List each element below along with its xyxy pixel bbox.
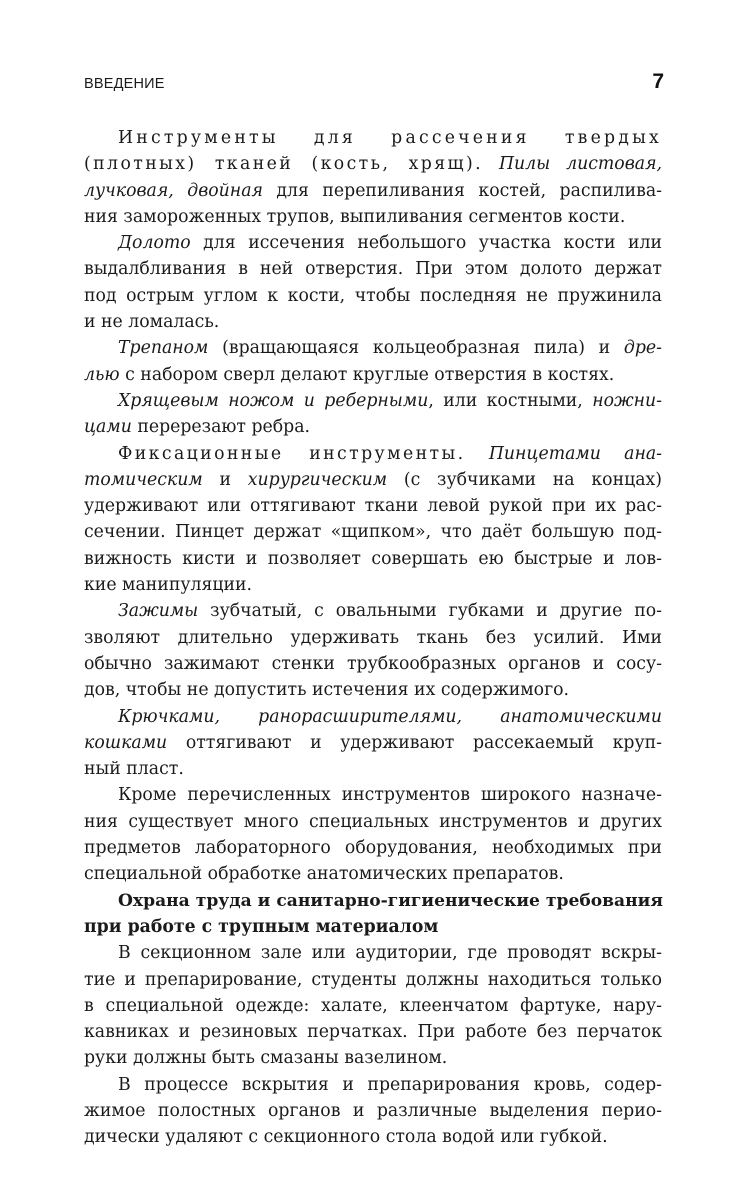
section-heading: при работе с трупным материалом [84,916,439,937]
text-line: Инструменты для рассечения твердых [118,128,662,148]
text-line: удерживают или оттягивают ткани левой рукой при их рас- [84,496,662,517]
text-line: Крючками, ранорасширителями, анатомическими [118,706,662,727]
body-text [84,125,662,1151]
text-line: дически удаляют с секционного стола водой или губкой. [84,1127,608,1148]
text-line: Фиксационные инструменты. Пинцетами ана- [118,443,662,464]
text-line: сечении. Пинцет держат «щипком», что даёт большую под- [84,522,662,543]
text-line: под острым углом к кости, чтобы последняя не пружинила [84,285,662,306]
text-line: обычно зажимают стенки трубкообразных органов и сосу- [84,653,662,674]
text-line: В секционном зале или аудитории, где проводят вскры- [118,943,662,964]
text-line: дов, чтобы не допустить истечения их содержимого. [84,680,570,701]
text-line: руки должны быть смазаны вазелином. [84,1048,448,1069]
text-line: томическим и хирургическим (с зубчиками на концах) [84,469,662,490]
text-line: Трепаном (вращающаяся кольцеобразная пила) и дре- [118,338,662,359]
text-line: кавниках и резиновых перчатках. При работе без перчаток [84,1022,662,1043]
text-line: кошками оттягивают и удерживают рассекаемый круп- [84,732,662,753]
running-head: ВВЕДЕНИЕ [84,76,165,92]
page-number: 7 [652,70,664,93]
text-line: зволяют длительно удерживать ткань без усилий. Ими [84,627,662,648]
text-line: Зажимы зубчатый, с овальными губками и другие по- [118,601,662,622]
text-line: специальной обработке анатомических препаратов. [84,864,564,885]
text-line: Кроме перечисленных инструментов широкого назначе- [118,785,662,806]
text-line: лучковая, двойная для перепиливания костей, распилива- [84,180,662,201]
text-line: в специальной одежде: халате, клеенчатом фартуке, нару- [84,995,662,1016]
text-line: ния существует много специальных инструментов и других [84,811,662,832]
text-line: предметов лабораторного оборудования, необходимых при [84,838,662,859]
text-line: В процессе вскрытия и препарирования кровь, содер- [118,1074,662,1095]
section-heading: Охрана труда и санитарно-гигиенические требования [118,890,663,911]
text-line: выдалбливания в ней отверстия. При этом долото держат [84,259,662,280]
text-line: ния замороженных трупов, выпиливания сегментов кости. [84,206,626,227]
text-line: Хрящевым ножом и реберными, или костными, ножни- [118,390,663,411]
text-line: и не ломалась. [84,312,220,333]
text-line: ный пласт. [84,759,184,780]
text-line: Долото для иссечения небольшого участка кости или [118,233,662,254]
text-line: вижность кисти и позволяет совершать ею быстрые и лов- [84,548,662,569]
text-line: (плотных) тканей (кость, хрящ). Пилы листовая, [84,154,662,175]
text-line: цами перерезают ребра. [84,417,311,438]
text-line: жимое полостных органов и различные выделения перио- [84,1100,662,1121]
text-line: кие манипуляции. [84,575,253,596]
text-line: тие и препарирование, студенты должны находиться только [84,969,662,990]
text-line: лью с набором сверл делают круглые отверстия в костях. [84,364,615,385]
